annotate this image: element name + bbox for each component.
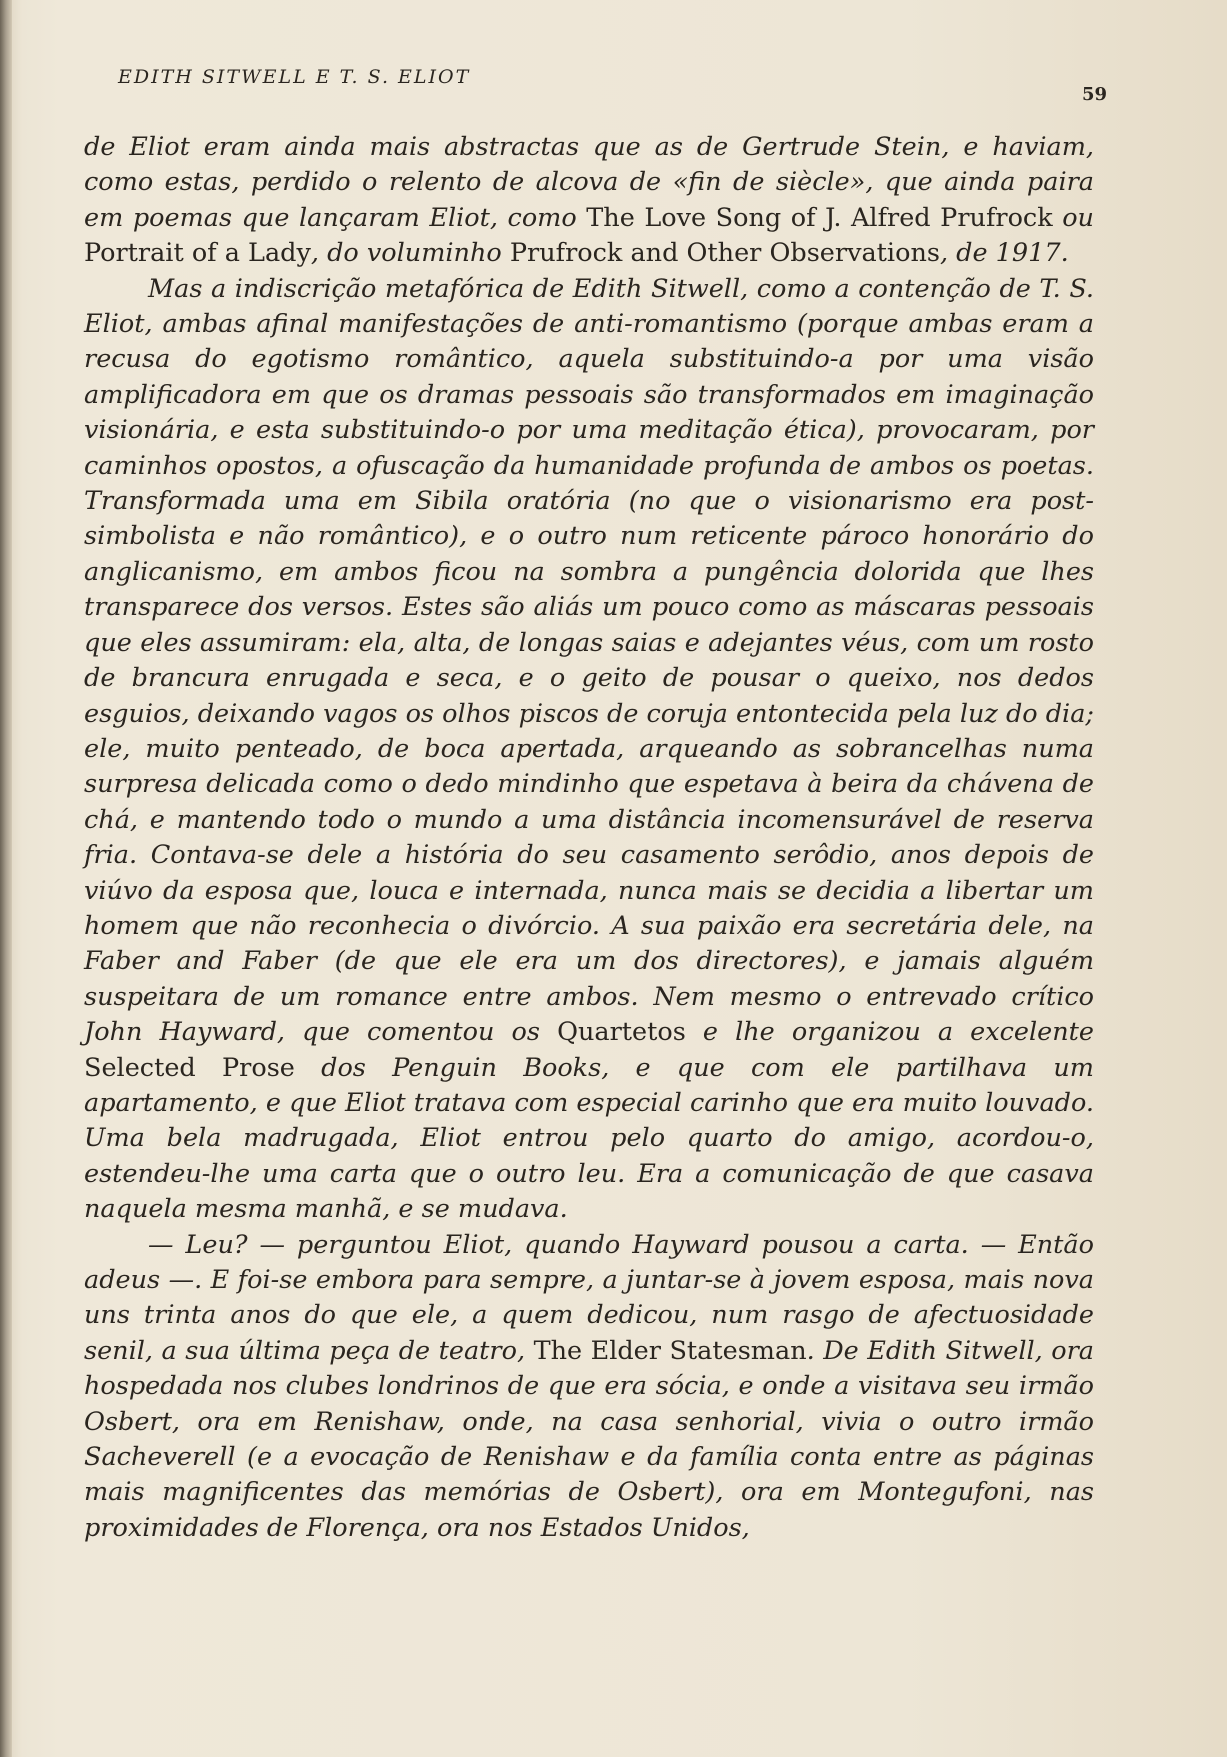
text-run: . De Edith Sitwell, ora hospedada nos clubes londrinos de que era sócia, e onde a visitava seu irmão Osbert, ora em Renishaw, onde, na casa senhorial, vivia o outro irmão Sacheverell (e a evocação de Renishaw e da família conta entre as páginas mais magnificentes das memórias de Osbert), ora em Montegufoni, nas proximidades de Florença, ora nos Estados Unidos, bbox=[84, 1335, 1094, 1543]
title-text: Quartetos bbox=[557, 1017, 686, 1048]
paragraph-2 bbox=[84, 272, 1094, 1228]
title-text: Prufrock and Other Observations bbox=[509, 238, 940, 269]
text-run: , do voluminho bbox=[310, 238, 510, 269]
text-run: de Eliot eram ainda mais abstractas que as de Gertrude Stein, e haviam, como estas, perdido o relento de alcova de «fin de siècle», que ainda paira em poemas que lançaram Eliot, como bbox=[84, 132, 1094, 233]
text-run: Mas a indiscrição metafórica de Edith Sitwell, como a contenção de T. S. Eliot, ambas afinal manifestações de anti-romantismo (porque ambas eram a recusa do egotismo romântico, aquela substituindo-a por uma visão amplificadora em que os dramas pessoais são transformados em imaginação visionária, e esta substituindo-o por uma meditação ética), provocaram, por caminhos opostos, a ofuscação da humanidade profunda de ambos os poetas. Transformada uma em Sibila oratória (no que o visionarismo era post-simbolista e não romântico), e o outro num reticente pároco honorário do anglicanismo, em ambos ficou na sombra a pungência dolorida que lhes transparece dos versos. Estes são aliás um pouco como as máscaras pessoais que eles assumiram: ela, alta, de longas saias e adejantes véus, com um rosto de brancura enrugada e seca, e o geito de pousar o queixo, nos dedos esguios, deixando vagos os olhos piscos de coruja entontecida pela luz do dia; ele, muito penteado, de boca apertada, arqueando as sobrancelhas numa surpresa delicada como o dedo mindinho que espetava à beira da chávena de chá, e mantendo todo o mundo a uma distância incomensurável de reserva fria. Contava-se dele a história do seu casamento serôdio, anos depois de viúvo da esposa que, louca e internada, nunca mais se decidia a libertar um homem que não reconhecia o divórcio. A sua paixão era secretária dele, na Faber and Faber (de que ele era um dos directores), e jamais alguém suspeitara de um romance entre ambos. Nem mesmo o entrevado crítico John Hayward, que comentou os bbox=[84, 273, 1094, 1048]
text-run: dos Penguin Books, e que com ele partilhava um apartamento, e que Eliot tratava com especial carinho que era muito louvado. Uma bela madrugada, Eliot entrou pelo quarto do amigo, acordou-o, estendeu-lhe uma carta que o outro leu. Era a comunicação de que casava naquela mesma manhã, e se mudava. bbox=[84, 1052, 1094, 1225]
body-text bbox=[84, 130, 1094, 1546]
running-head: EDITH SITWELL E T. S. ELIOT bbox=[118, 66, 471, 88]
text-run: ou bbox=[1052, 202, 1094, 233]
page-number: 59 bbox=[1082, 84, 1108, 105]
text-run: e lhe organizou a excelente bbox=[685, 1017, 1094, 1048]
title-text: Portrait of a Lady bbox=[84, 238, 311, 269]
text-run: , de 1917. bbox=[939, 238, 1069, 269]
paragraph-1 bbox=[84, 130, 1094, 272]
title-text: Selected Prose bbox=[84, 1052, 295, 1083]
title-text: The Elder Statesman bbox=[533, 1335, 807, 1366]
page-binding-shadow bbox=[0, 0, 12, 1757]
title-text: The Love Song of J. Alfred Prufrock bbox=[586, 202, 1053, 233]
paragraph-3 bbox=[84, 1228, 1094, 1547]
text-run: — Leu? — perguntou Eliot, quando Hayward pousou a carta. — Então adeus —. E foi-se embora para sempre, a juntar-se à jovem esposa, mais nova uns trinta anos do que ele, a quem dedicou, num rasgo de afectuosidade senil, a sua última peça de teatro, bbox=[84, 1229, 1094, 1366]
